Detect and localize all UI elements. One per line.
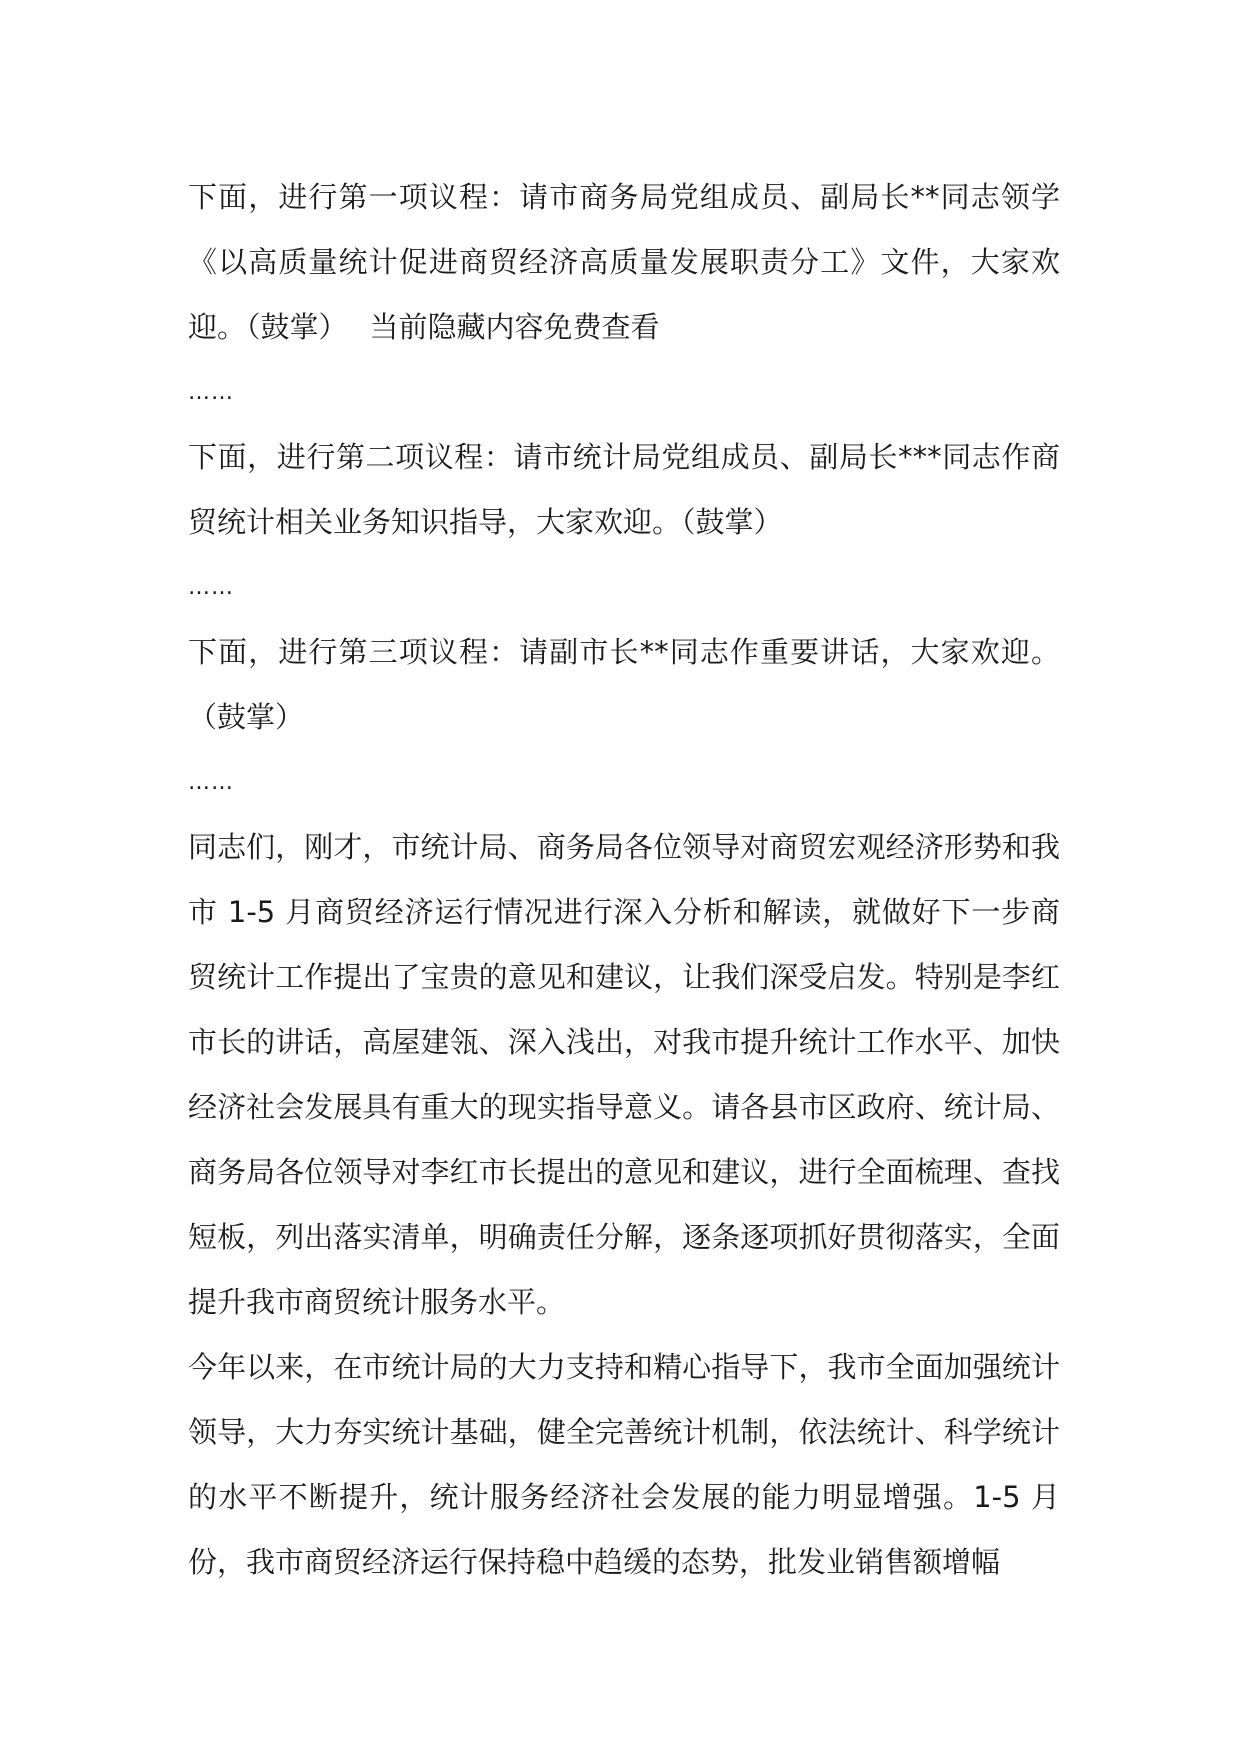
document-body <box>188 165 1060 1595</box>
ellipsis-1: …… <box>188 380 234 405</box>
agenda-item-2: 下面，进行第二项议程：请市统计局党组成员、副局长***同志作商贸统计相关业务知识指导，大家欢迎。（鼓掌） <box>188 440 1060 539</box>
agenda-item-1 <box>188 165 1060 360</box>
hidden-content-link[interactable]: 当前隐藏内容免费查看 <box>369 310 660 344</box>
agenda-item-1-text: 下面，进行第一项议程：请市商务局党组成员、副局长**同志领学《以高质量统计促进商贸经济高质量发展职责分工》文件，大家欢迎。（鼓掌） <box>188 180 1060 344</box>
ellipsis-2: …… <box>188 575 234 600</box>
agenda-item-3: 下面，进行第三项议程：请副市长**同志作重要讲话，大家欢迎。（鼓掌） <box>188 635 1060 734</box>
body-paragraph-2: 今年以来，在市统计局的大力支持和精心指导下，我市全面加强统计领导，大力夯实统计基础，健全完善统计机制，依法统计、科学统计的水平不断提升，统计服务经济社会发展的能力明显增强。1-5 月份，我市商贸经济运行保持稳中趋缓的态势，批发业销售额增幅 <box>188 1350 1060 1579</box>
ellipsis-3: …… <box>188 770 234 795</box>
body-paragraph-1: 同志们，刚才，市统计局、商务局各位领导对商贸宏观经济形势和我市 1-5 月商贸经济运行情况进行深入分析和解读，就做好下一步商贸统计工作提出了宝贵的意见和建议，让我们深受启发。特别是李红市长的讲话，高屋建瓴、深入浅出，对我市提升统计工作水平、加快经济社会发展具有重大的现实指导意义。请各县市区政府、统计局、商务局各位领导对李红市长提出的意见和建议，进行全面梳理、查找短板，列出落实清单，明确责任分解，逐条逐项抓好贯彻落实，全面提升我市商贸统计服务水平。 <box>188 830 1060 1319</box>
